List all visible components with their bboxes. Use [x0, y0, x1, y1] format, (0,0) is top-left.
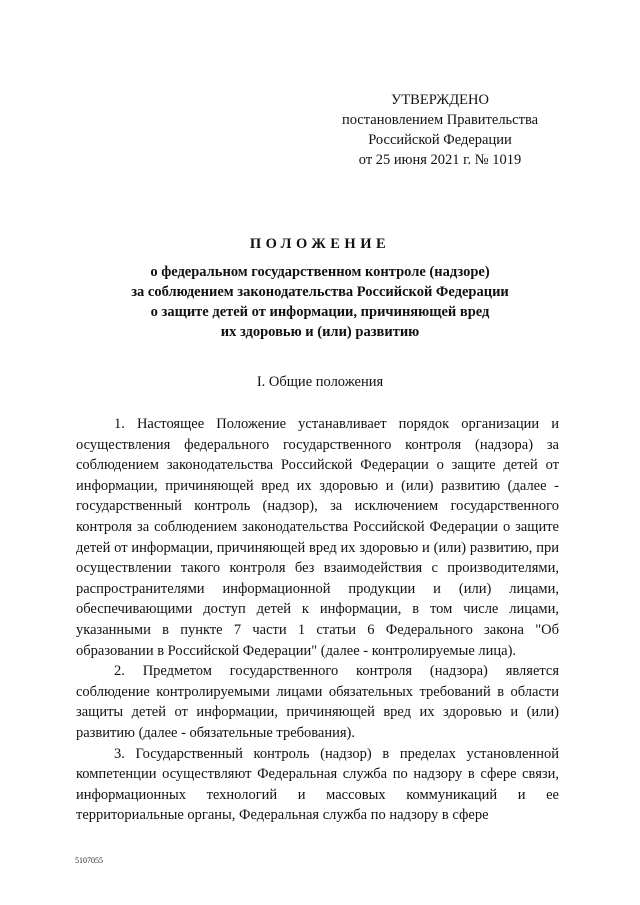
approval-date: от 25 июня 2021 г. № 1019	[358, 152, 522, 168]
document-body	[76, 414, 559, 826]
document-title: ПОЛОЖЕНИЕ	[249, 236, 391, 252]
document-subtitle	[60, 262, 580, 342]
subtitle-line: о федеральном государственном контроле (надзоре)	[150, 264, 490, 280]
paragraph-1: 1. Настоящее Положение устанавливает порядок организации и осуществления федерального государственного контроля (надзора) за соблюдением законодательства Российской Федерации о защите детей от информации, причиняющей вред их здоровью и (или) развитию (далее - государственный контроль (надзор), за исключением государственного контроля за соблюдением законодательства Российской Федерации о защите детей от информации, причиняющей вред их здоровью и (или) развитию, при осуществлении такого контроля без взаимодействия с производителями, распространителями информационной продукции и (или) лицами, обеспечивающими доступ детей к информации, в том числе лицами, указанными в пункте 7 части 1 статьи 6 Федерального закона "Об образовании в Российской Федерации" (далее - контролируемые лица).	[76, 416, 559, 659]
subtitle-line: о защите детей от информации, причиняющей вред	[150, 304, 490, 320]
subtitle-line: за соблюдением законодательства Российской Федерации	[131, 284, 509, 300]
section-heading: I. Общие положения	[256, 374, 384, 390]
footer-code: 5107055	[75, 856, 103, 865]
approval-line: постановлением Правительства	[341, 112, 539, 128]
approval-block	[340, 90, 540, 170]
subtitle-line: их здоровью и (или) развитию	[220, 324, 420, 340]
approval-line: Российской Федерации	[368, 132, 512, 148]
paragraph-2: 2. Предметом государственного контроля (надзора) является соблюдение контролируемыми лицами обязательных требований в области защиты детей от информации, причиняющей вред их здоровью и (или) развитию (далее - обязательные требования).	[76, 663, 559, 741]
approval-heading: УТВЕРЖДЕНО	[391, 92, 489, 108]
paragraph-3: 3. Государственный контроль (надзор) в пределах установленной компетенции осуществляют Федеральная служба по надзору в сфере связи, информационных технологий и массовых коммуникаций и ее территориальные органы, Федеральная служба по надзору в сфере	[76, 745, 559, 824]
